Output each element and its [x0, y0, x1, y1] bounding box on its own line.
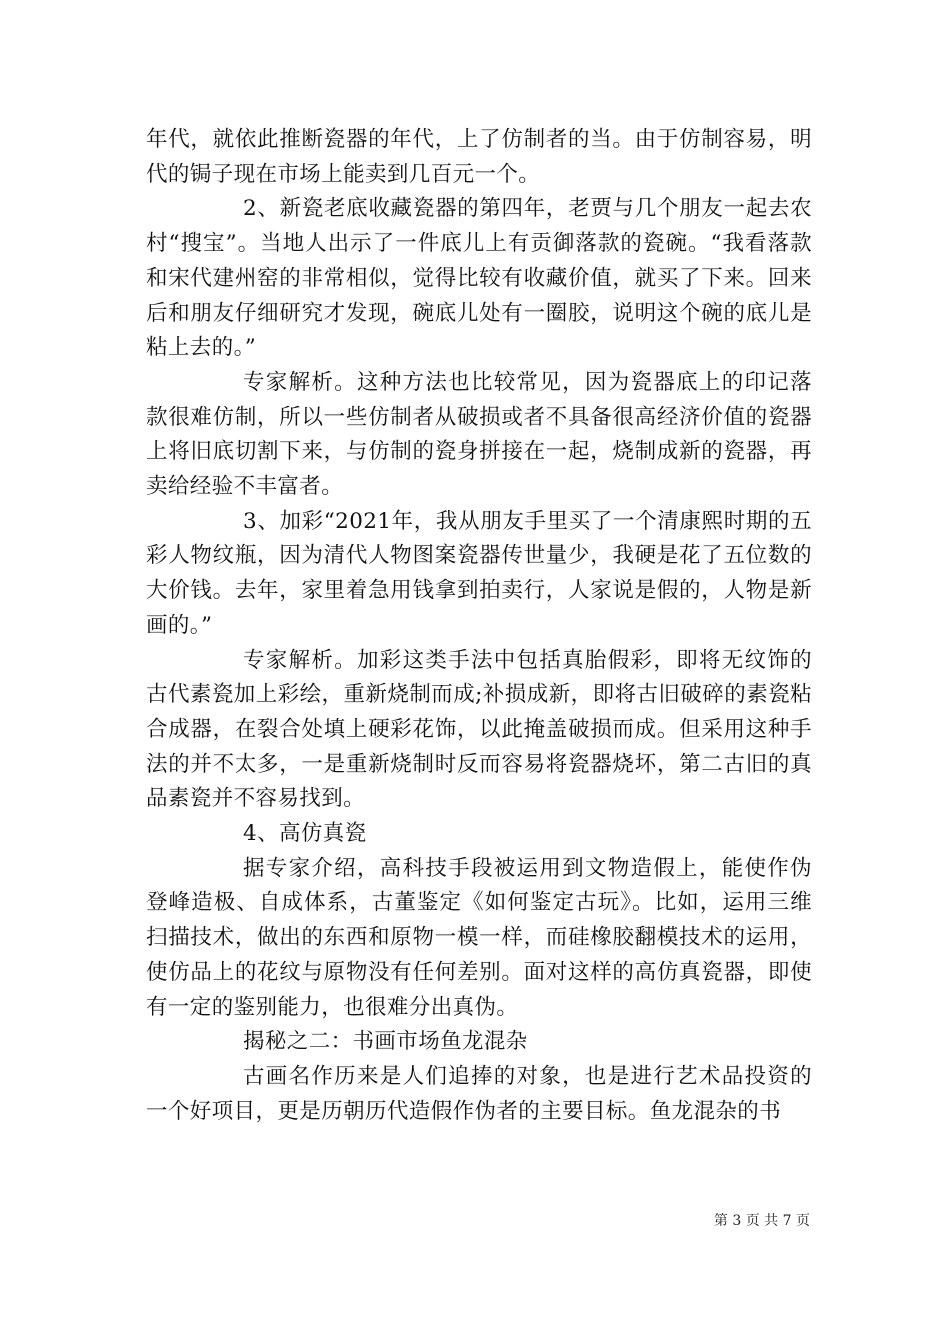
paragraph-4: 3、加彩“2021年，我从朋友手里买了一个清康熙时期的五彩人物纹瓶，因为清代人物图案瓷器传世量少，我硬是花了五位数的大价钱。去年，家里着急用钱拿到拍卖行，人家说是假的，人物是新画的。”: [146, 508, 812, 638]
paragraph-5: 专家解析。加彩这类手法中包括真胎假彩，即将无纹饰的古代素瓷加上彩绘，重新烧制而成;补损成新，即将古旧破碎的素瓷粘合成器，在裂合处填上硬彩花饰，以此掩盖破损而成。但采用这种手法的并不太多，一是重新烧制时反而容易将瓷器烧坏，第二古旧的真品素瓷并不容易找到。: [146, 647, 812, 812]
paragraph-6: 4、高仿真瓷: [243, 821, 367, 847]
paragraph-3: 专家解析。这种方法也比较常见，因为瓷器底上的印记落款很难仿制，所以一些仿制者从破损或者不具备很高经济价值的瓷器上将旧底切割下来，与仿制的瓷身拼接在一起，烧制成新的瓷器，再卖给经验不丰富者。: [146, 369, 812, 500]
paragraph-2: 2、新瓷老底收藏瓷器的第四年，老贾与几个朋友一起去农村“搜宝”。当地人出示了一件底儿上有贡御落款的瓷碗。“我看落款和宋代建州窑的非常相似，觉得比较有收藏价值，就买了下来。回来后和朋友仔细研究才发现，碗底儿处有一圈胶，说明这个碗的底儿是粘上去的。”: [146, 196, 812, 361]
paragraph-7: 据专家介绍，高科技手段被运用到文物造假上，能使作伪登峰造极、自成体系，古董鉴定《如何鉴定古玩》。比如，运用三维扫描技术，做出的东西和原物一模一样，而硅橡胶翻模技术的运用，使仿品上的花纹与原物没有任何差别。面对这样的高仿真瓷器，即使有一定的鉴别能力，也很难分出真伪。: [146, 855, 812, 1020]
paragraph-8: 揭秘之二：书画市场鱼龙混杂: [243, 1029, 528, 1055]
paragraph-1: 年代，就依此推断瓷器的年代，上了仿制者的当。由于仿制容易，明代的锔子现在市场上能卖到几百元一个。: [146, 127, 812, 187]
paragraph-9: 古画名作历来是人们追捧的对象，也是进行艺术品投资的一个好项目，更是历朝历代造假作伪者的主要目标。鱼龙混杂的书: [146, 1063, 812, 1124]
document-body: [146, 123, 812, 1129]
page-number: 第 3 页 共 7 页: [713, 1213, 810, 1229]
